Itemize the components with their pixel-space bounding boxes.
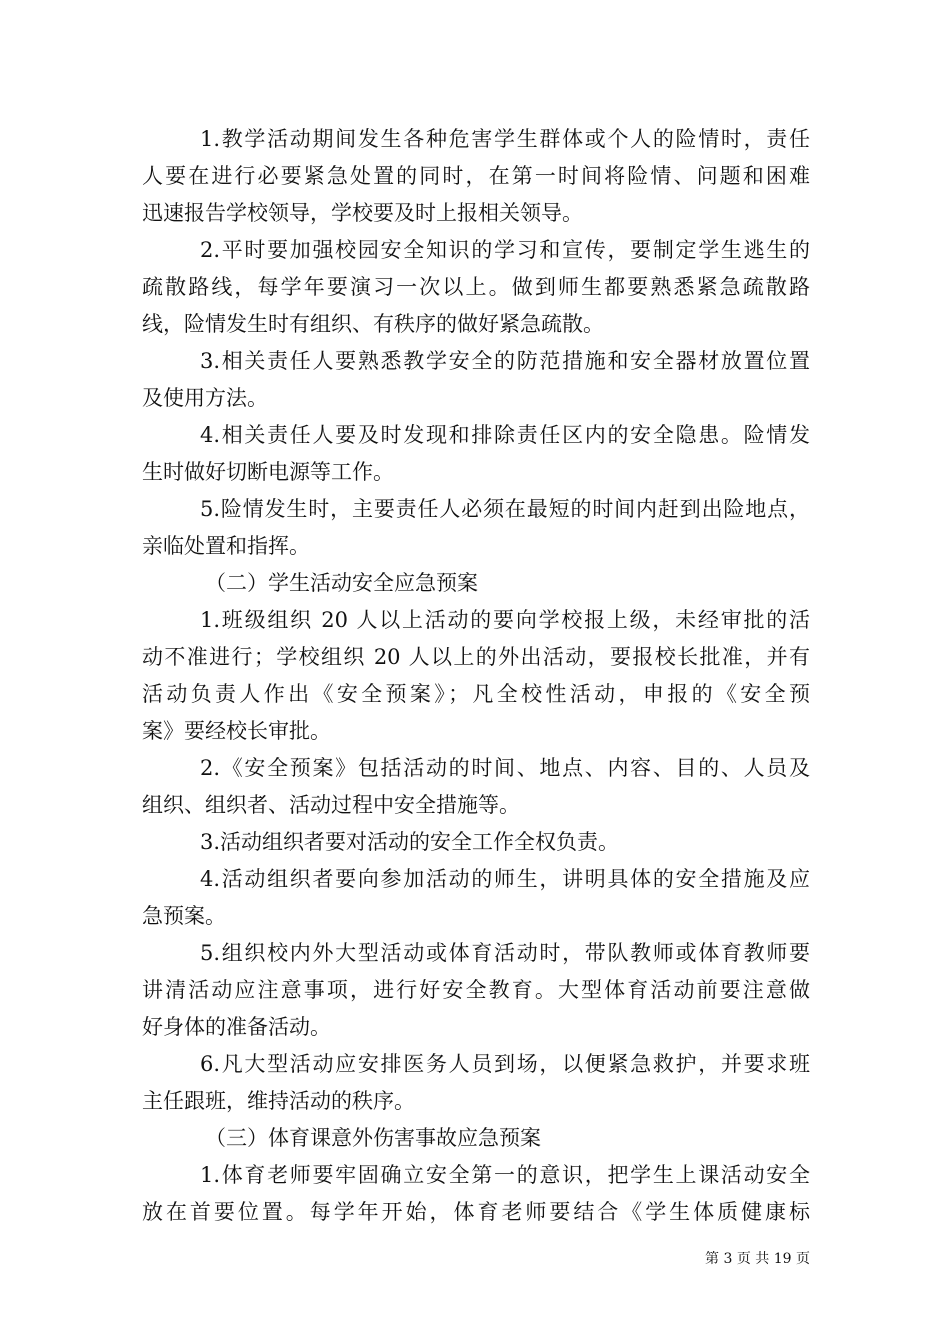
text-line: 3.活动组织者要对活动的安全工作全权负责。 <box>200 830 620 854</box>
text-line: 急预案。 <box>142 904 226 928</box>
text-line: 2.平时要加强校园安全知识的学习和宣传，要制定学生逃生的 <box>200 238 810 262</box>
text-line: 迅速报告学校领导，学校要及时上报相关领导。 <box>142 201 583 225</box>
text-line: 1.体育老师要牢固确立安全第一的意识，把学生上课活动安全 <box>200 1163 810 1187</box>
text-line: 好身体的准备活动。 <box>142 1015 331 1039</box>
text-line: 主任跟班，维持活动的秩序。 <box>142 1089 415 1113</box>
text-line: 活动负责人作出《安全预案》；凡全校性活动，申报的《安全预 <box>142 682 810 706</box>
text-line: 生时做好切断电源等工作。 <box>142 460 394 484</box>
text-line: 人要在进行必要紧急处置的同时，在第一时间将险情、问题和困难 <box>142 164 810 188</box>
text-line: 4.活动组织者要向参加活动的师生，讲明具体的安全措施及应 <box>200 867 810 891</box>
text-line: 动不准进行；学校组织 20 人以上的外出活动，要报校长批准，并有 <box>142 645 810 669</box>
text-line: 1.教学活动期间发生各种危害学生群体或个人的险情时，责任 <box>200 127 810 151</box>
page-number: 第 3 页 共 19 页 <box>705 1251 810 1267</box>
text-line: 组织、组织者、活动过程中安全措施等。 <box>142 793 520 817</box>
text-line: 讲清活动应注意事项，进行好安全教育。大型体育活动前要注意做 <box>142 978 810 1002</box>
text-line: 5.险情发生时，主要责任人必须在最短的时间内赶到出险地点， <box>200 497 810 521</box>
text-line: 线，险情发生时有组织、有秩序的做好紧急疏散。 <box>142 312 604 336</box>
text-line: 疏散路线，每学年要演习一次以上。做到师生都要熟悉紧急疏散路 <box>142 275 810 299</box>
text-line: 放在首要位置。每学年开始，体育老师要结合《学生体质健康标 <box>142 1200 810 1224</box>
text-line: 6.凡大型活动应安排医务人员到场，以便紧急救护，并要求班 <box>200 1052 810 1076</box>
text-line: 亲临处置和指挥。 <box>142 534 310 558</box>
text-line: 案》要经校长审批。 <box>142 719 331 743</box>
text-line: 及使用方法。 <box>142 386 268 410</box>
text-line: 5.组织校内外大型活动或体育活动时，带队教师或体育教师要 <box>200 941 810 965</box>
text-line: 4.相关责任人要及时发现和排除责任区内的安全隐患。险情发 <box>200 423 810 447</box>
text-line: 2.《安全预案》包括活动的时间、地点、内容、目的、人员及 <box>200 756 810 780</box>
text-line: 1.班级组织 20 人以上活动的要向学校报上级，未经审批的活 <box>200 608 810 632</box>
text-line: 3.相关责任人要熟悉教学安全的防范措施和安全器材放置位置 <box>200 349 810 373</box>
section-heading: （三）体育课意外伤害事故应急预案 <box>205 1126 541 1150</box>
section-heading: （二）学生活动安全应急预案 <box>205 571 478 595</box>
